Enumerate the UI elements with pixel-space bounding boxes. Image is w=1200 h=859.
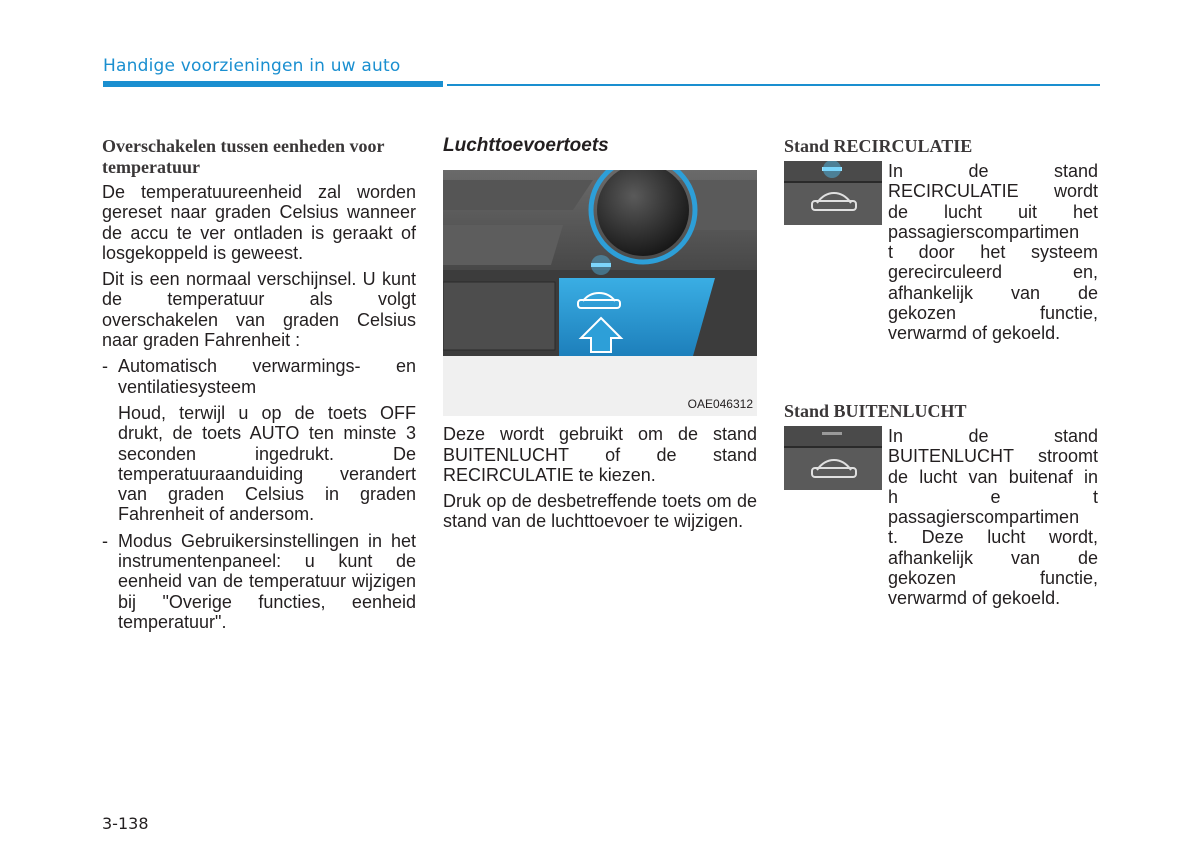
list-item — [102, 531, 416, 632]
bullet-list — [102, 356, 416, 632]
outside-air-subhead: Stand BUITENLUCHT — [784, 401, 967, 421]
bullet-dash: - — [102, 530, 108, 551]
bullet-dash: - — [102, 356, 108, 377]
text-line: de lucht uit het — [888, 201, 1098, 222]
text-line: h e t — [888, 486, 1098, 507]
text-line: afhankelijk van de — [888, 282, 1098, 303]
text-line: verwarmd of gekoeld. — [888, 588, 1061, 609]
page-number: 3-138 — [102, 814, 149, 833]
middle-paragraph-2: Druk op de desbetreffende toets om de stand van de luchttoevoer te wijzigen. — [443, 491, 757, 532]
recirculation-button[interactable] — [559, 278, 715, 356]
indicator-led-icon — [822, 432, 842, 435]
climate-panel-illustration — [443, 170, 757, 416]
text-line: In de stand — [888, 426, 1098, 446]
text-line: BUITENLUCHT stroomt — [888, 446, 1098, 467]
bullet-title: Modus Gebruikersinstellingen in het instrumentenpaneel: u kunt de eenheid van de temperatuur wijzigen bij "Overige functies, eenheid temperatuur". — [118, 530, 416, 632]
recirculation-subhead: Stand RECIRCULATIE — [784, 136, 973, 156]
middle-column — [443, 136, 757, 538]
list-item — [102, 356, 416, 524]
text-line: In de stand — [888, 161, 1098, 181]
text-line: verwarmd of gekoeld. — [888, 323, 1061, 344]
climate-control-figure — [443, 170, 757, 416]
header-rule — [447, 84, 1100, 86]
outside-air-description — [888, 426, 1098, 609]
left-paragraph-2: Dit is een normaal verschijnsel. U kunt de temperatuur als volgt overschakelen van graden Celsius naar graden Fahrenheit : — [102, 269, 416, 351]
recirculation-description — [888, 161, 1098, 344]
figure-code: OAE046312 — [687, 397, 753, 411]
outside-air-button-thumbnail — [784, 426, 882, 490]
text-line: RECIRCULATIE wordt — [888, 181, 1098, 202]
outside-air-block — [784, 426, 1100, 616]
text-line: gerecirculeerd en, — [888, 262, 1098, 283]
text-line: de lucht van buitenaf in — [888, 466, 1098, 487]
bullet-text: Houd, terwijl u op de toets OFF drukt, de toets AUTO ten minste 3 seconden ingedrukt. De temperatuuraanduiding verandert van graden Celsius in graden Fahrenheit of andersom. — [118, 402, 416, 525]
bullet-title: Automatisch verwarmings- en ventilatiesysteem — [118, 356, 416, 397]
middle-paragraph-1: Deze wordt gebruikt om de stand BUITENLUCHT of de stand RECIRCULATIE te kiezen. — [443, 424, 757, 485]
recirculation-button-thumbnail — [784, 161, 882, 225]
text-line: t. Deze lucht wordt, — [888, 527, 1098, 548]
section-title: Handige voorzieningen in uw auto — [103, 56, 401, 76]
text-line: t door het systeem — [888, 242, 1098, 263]
text-line: gekozen functie, — [888, 303, 1098, 324]
air-intake-heading: Luchttoevoertoets — [443, 135, 609, 156]
text-line: passagierscompartimen — [888, 507, 1080, 528]
text-line: afhankelijk van de — [888, 547, 1098, 568]
left-column — [102, 136, 416, 638]
left-paragraph-1: De temperatuureenheid zal worden gereset naar graden Celsius wanneer de accu te ver ontladen is geraakt of losgekoppeld is geweest. — [102, 182, 416, 263]
text-line: passagierscompartimen — [888, 221, 1080, 242]
temperature-unit-subhead: Overschakelen tussen eenheden voor temperatuur — [102, 136, 385, 177]
recirculation-block — [784, 161, 1100, 351]
section-title-underline — [103, 81, 443, 87]
text-line: gekozen functie, — [888, 568, 1098, 589]
right-column — [784, 136, 1100, 616]
